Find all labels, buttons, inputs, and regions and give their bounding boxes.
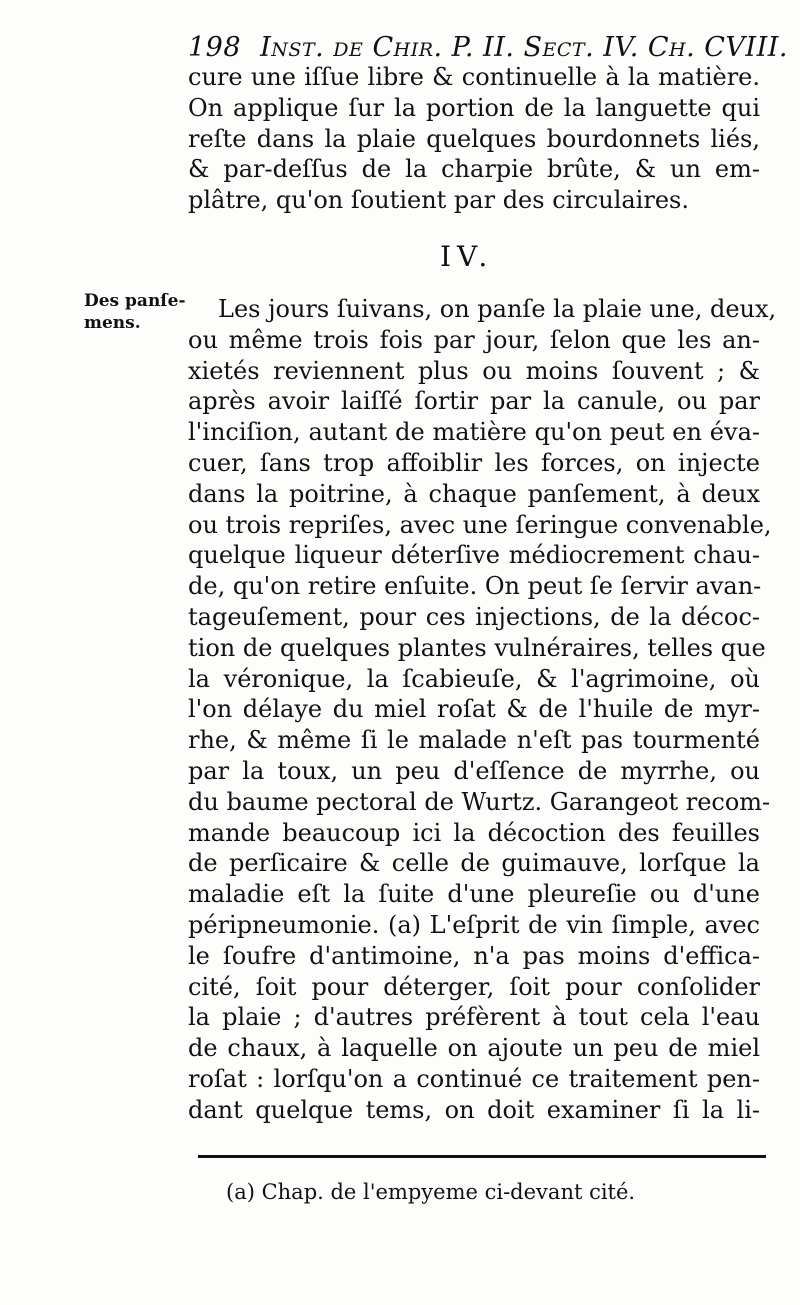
text-line: cure une iſſue libre & continuelle à la matière.: [188, 63, 760, 91]
text-line: de chaux, à laquelle on ajoute un peu de miel: [188, 1034, 760, 1063]
text-line: tion de quelques plantes vulnéraires, telles que: [188, 633, 766, 662]
text-line: On applique ſur la portion de la languette qui: [188, 93, 760, 122]
text-line: la plaie ; d'autres préfèrent à tout cela l'eau: [188, 1003, 760, 1032]
running-title: Inst. de Chir. P. II. Sect. IV. Ch. CVIII.: [260, 32, 789, 63]
text-line: dant quelque tems, on doit examiner ſi la li-: [188, 1095, 760, 1124]
text-line: ou trois repriſes, avec une ſeringue convenable,: [188, 510, 772, 539]
text-line: tageuſement, pour ces injections, de la décoc-: [188, 602, 760, 631]
text-line: après avoir laiſſé ſortir par la canule, ou par: [188, 387, 760, 416]
text-line: le ſoufre d'antimoine, n'a pas moins d'effica-: [188, 941, 760, 970]
page-number: 198: [188, 32, 242, 63]
text-line: de, qu'on retire enſuite. On peut ſe ſervir avan-: [188, 572, 762, 601]
text-line: & par-deſſus de la charpie brûte, & un em-: [188, 155, 760, 184]
text-line: xietés reviennent plus ou moins ſouvent ; &: [188, 356, 760, 385]
footnote-rule: [198, 1155, 766, 1158]
text-line: quelque liqueur déterſive médiocrement chau-: [188, 541, 760, 570]
text-line: reſte dans la plaie quelques bourdonnets liés,: [188, 124, 760, 153]
text-line: de perſicaire & celle de guimauve, lorſque la: [188, 849, 760, 878]
text-line: ou même trois fois par jour, ſelon que les an-: [188, 325, 760, 354]
page-header: [188, 32, 789, 63]
text-line: cuer, ſans trop affoiblir les forces, on injecte: [188, 448, 760, 477]
text-line: Les jours ſuivans, on panſe la plaie une, deux,: [218, 295, 777, 323]
margin-note: Des panſe-mens.: [84, 291, 186, 333]
text-line: rhe, & même ſi le malade n'eſt pas tourmenté: [188, 726, 760, 755]
text-line: l'inciſion, autant de matière qu'on peut en éva-: [188, 418, 760, 447]
text-line: péripneumonie. (a) L'eſprit de vin ſimple, avec: [188, 910, 760, 939]
text-line: l'on délaye du miel roſat & de l'huile de myr-: [188, 695, 760, 724]
text-line: maladie eſt la ſuite d'une pleureſie ou d'une: [188, 880, 760, 909]
section-number: IV.: [440, 240, 494, 273]
paragraph-continuation: [188, 62, 760, 216]
text-line: dans la poitrine, à chaque panſement, à deux: [188, 479, 760, 508]
text-line: cité, ſoit pour déterger, ſoit pour conſolider: [188, 972, 760, 1001]
text-line: roſat : lorſqu'on a continué ce traitement pen-: [188, 1064, 760, 1093]
text-line: mande beaucoup ici la décoction des feuilles: [188, 818, 760, 847]
text-line: par la toux, un peu d'eſſence de myrrhe, ou: [188, 756, 760, 785]
text-line: du baume pectoral de Wurtz. Garangeot recom-: [188, 787, 771, 816]
text-line: plâtre, qu'on ſoutient par des circulaires.: [188, 186, 689, 215]
text-line: la véronique, la ſcabieuſe, & l'agrimoine, où: [188, 664, 760, 693]
paragraph-main: [188, 294, 777, 1126]
footnote: (a) Chap. de l'empyeme ci-devant cité.: [226, 1180, 636, 1204]
